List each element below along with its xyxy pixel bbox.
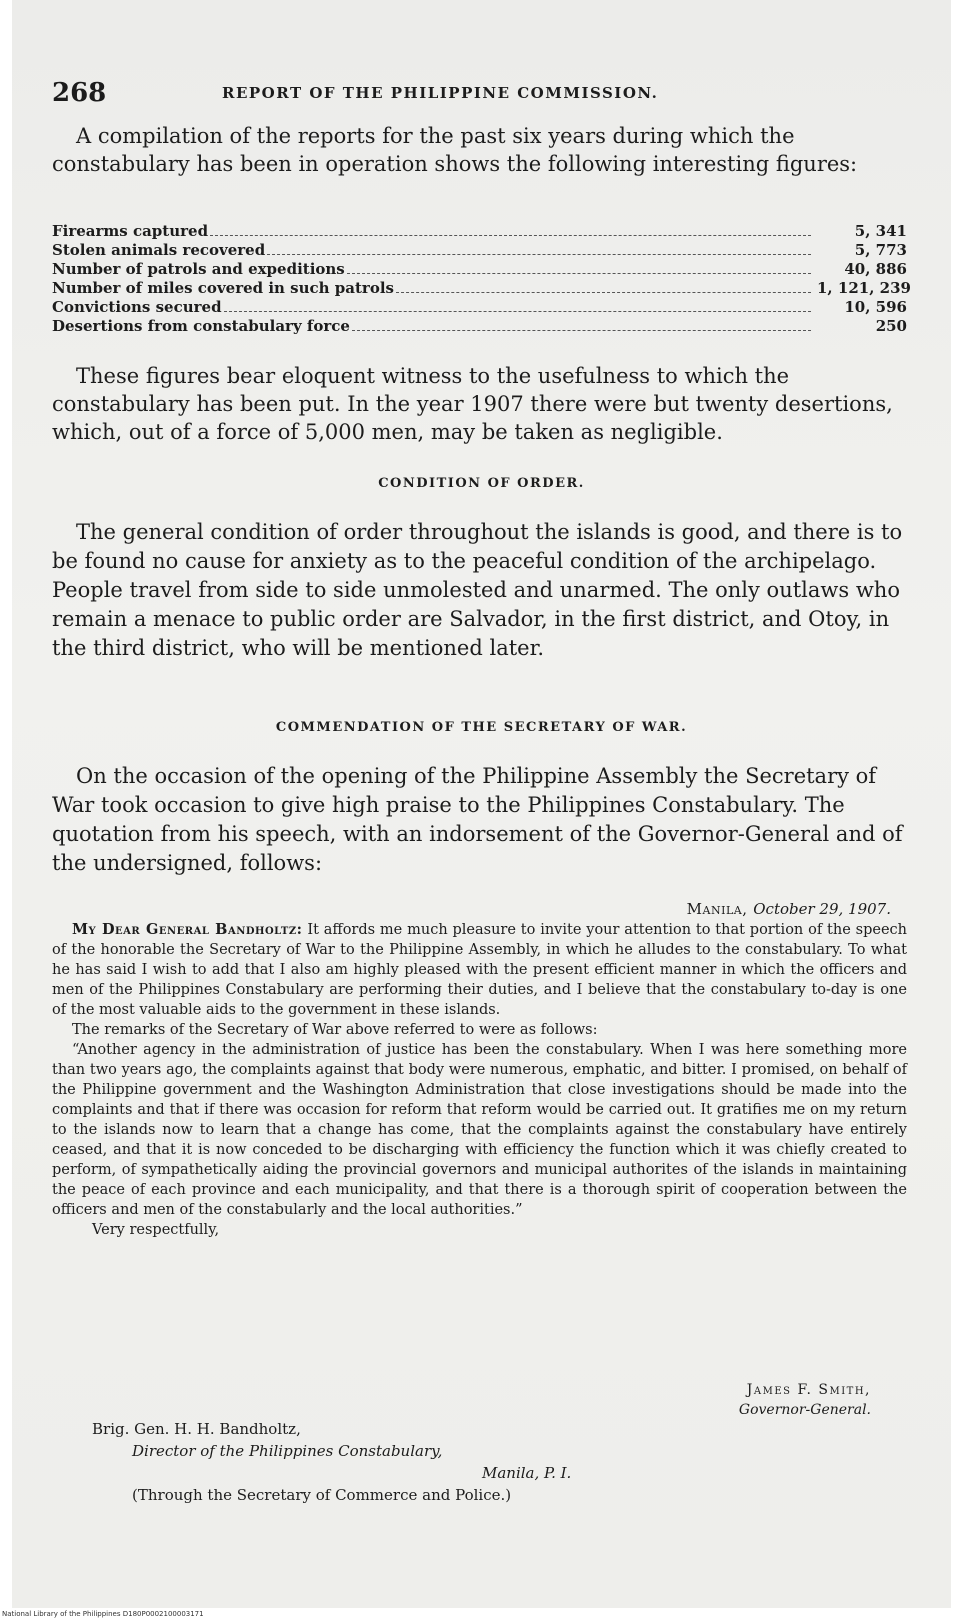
- addressee-line: Manila, P. I.: [482, 1464, 572, 1482]
- letter-body: [52, 920, 907, 1240]
- letter-dateline: [687, 900, 891, 918]
- running-title: REPORT OF THE PHILIPPINE COMMISSION.: [222, 84, 659, 102]
- stat-value: 5, 341: [854, 222, 907, 240]
- stat-value: 1, 121, 239: [817, 279, 911, 297]
- stat-label: Convictions secured: [52, 298, 222, 316]
- letter-text: It affords me much pleasure to invite your attention to that portion of the speech of the honorable the Secretary of War to the Philippine Assembly, in which he alludes to the constabulary. To what he has said I wish to add that I also am highly pleased with the present efficient manner in which the officers and men of the Philippines Constabulary are performing their duties, and I believe that the constabulary to-day is one of the most valuable aids to the government in these islands.: [52, 922, 907, 1018]
- dot-leader: [396, 291, 811, 293]
- figures-paragraph: These figures bear eloquent witness to the usefulness to which the constabulary has been put. In the year 1907 there were but twenty desertions, which, out of a force of 5,000 men, may be taken as negligible.: [52, 364, 893, 444]
- stat-row: [52, 222, 907, 241]
- signature-block: [739, 1380, 871, 1420]
- scan-footer: National Library of the Philippines D180P0002100003171: [2, 1610, 204, 1618]
- signature-name: James F. Smith,: [746, 1382, 871, 1398]
- addressee-block: [92, 1418, 692, 1506]
- stat-value: 40, 886: [844, 260, 907, 278]
- stat-label: Firearms captured: [52, 222, 209, 240]
- stat-value: 10, 596: [844, 298, 907, 316]
- letter-paragraph: [52, 920, 907, 1020]
- letter-quote: “Another agency in the administration of justice has been the constabulary. When I was here something more than two years ago, the complaints against that body were numerous, emphatic, and bitter. I promised, on behalf of the Philippine government and the Washington Administration that close investigations should be made into the complaints and that if there was occasion for reform that reform would be carried out. It gratifies me on my return to the islands now to learn that a change has come, that the complaints against the constabulary have entirely ceased, and that it is now conceded to be discharging with efficiency the function which it was chiefly created to perform, of sympathetically aiding the provincial governors and municipal authorites of the islands in maintaining the peace of each province and each municipality, and that there is a thorough spirit of cooperation between the officers and men of the constabularly and the local authorities.”: [52, 1042, 907, 1218]
- stat-label: Stolen animals recovered: [52, 241, 266, 259]
- addressee-line: (Through the Secretary of Commerce and Police.): [132, 1486, 512, 1504]
- stat-row: [52, 260, 907, 279]
- dot-leader: [347, 272, 811, 274]
- stat-label: Number of miles covered in such patrols: [52, 279, 394, 297]
- stat-row: [52, 241, 907, 260]
- letter-salutation: My Dear General Bandholtz:: [72, 921, 303, 938]
- signature-title: Governor-General.: [738, 1402, 871, 1418]
- statistics-table: [52, 222, 911, 336]
- dot-leader: [352, 329, 811, 331]
- stat-row: [52, 279, 911, 298]
- letter-place: Manila,: [686, 900, 748, 918]
- letter-closing: Very respectfully,: [92, 1222, 220, 1238]
- addressee-line: Brig. Gen. H. H. Bandholtz,: [92, 1420, 301, 1438]
- letter-paragraph: The remarks of the Secretary of War above referred to were as follows:: [72, 1022, 598, 1038]
- stat-row: [52, 317, 907, 336]
- dot-leader: [224, 310, 811, 312]
- intro-paragraph: A compilation of the reports for the past six years during which the constabulary has been in operation shows the following interesting figures:: [52, 124, 858, 176]
- document-page: [12, 0, 951, 1608]
- letter-date: October 29, 1907.: [753, 900, 891, 918]
- addressee-line: Director of the Philippines Constabulary,: [132, 1442, 443, 1460]
- stat-row: [52, 298, 907, 317]
- stat-value: 5, 773: [854, 241, 907, 259]
- dot-leader: [267, 253, 811, 255]
- condition-paragraph: The general condition of order throughout the islands is good, and there is to be found no cause for anxiety as to the peaceful condition of the archipelago. People travel from side to side unmolested and unarmed. The only outlaws who remain a menace to public order are Salvador, in the first district, and Otoy, in the third district, who will be mentioned later.: [52, 520, 903, 660]
- page-number: 268: [52, 78, 107, 108]
- stat-label: Number of patrols and expeditions: [52, 260, 345, 278]
- stat-label: Desertions from constabulary force: [52, 317, 350, 335]
- stat-value: 250: [875, 317, 907, 335]
- commendation-paragraph: On the occasion of the opening of the Philippine Assembly the Secretary of War took occasion to give high praise to the Philippines Constabulary. The quotation from his speech, with an indorsement of the Governor-General and of the undersigned, follows:: [52, 764, 903, 875]
- dot-leader: [210, 234, 811, 236]
- section-heading-condition-of-order: CONDITION OF ORDER.: [378, 476, 585, 491]
- section-heading-commendation: COMMENDATION OF THE SECRETARY OF WAR.: [275, 720, 688, 735]
